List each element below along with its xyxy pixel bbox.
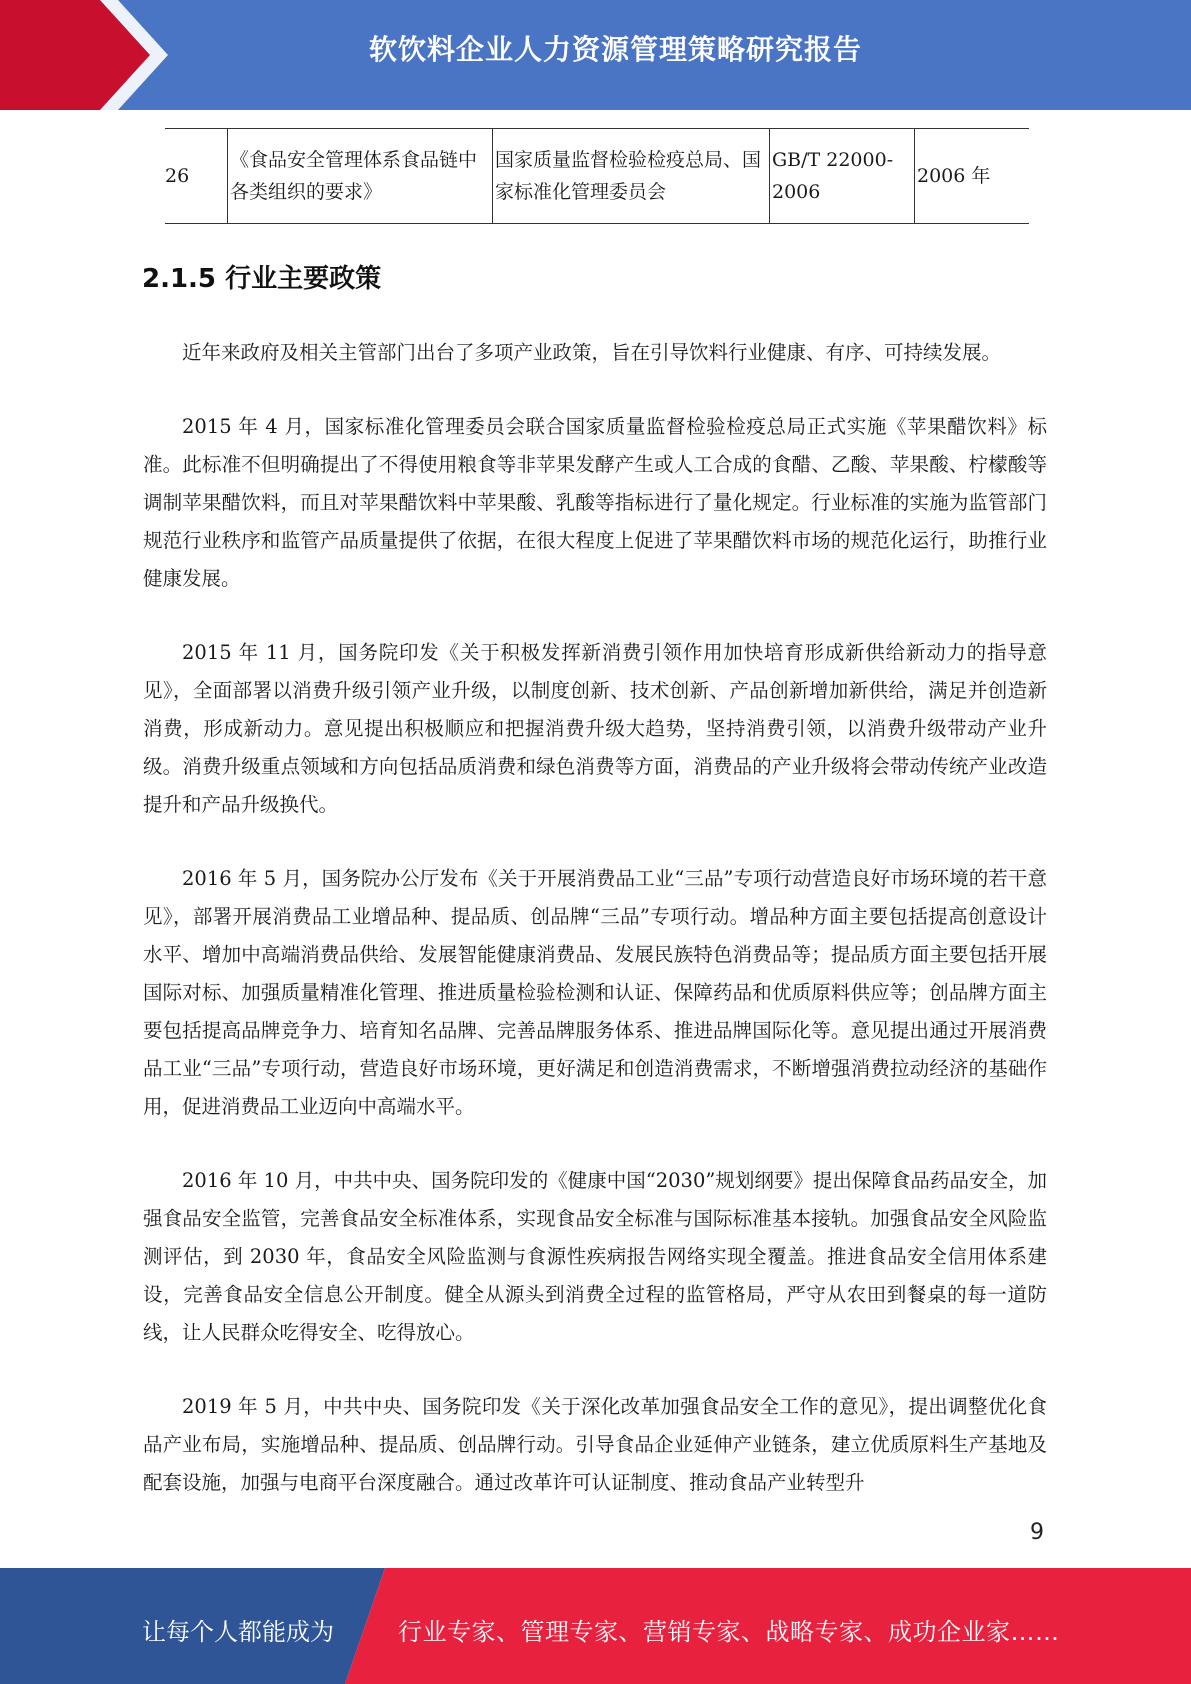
issue-year: 2006 年 — [915, 129, 1030, 224]
page-footer — [0, 1568, 1191, 1684]
standard-code: GB/T 22000-2006 — [770, 129, 915, 224]
paragraph: 2015 年 4 月，国家标准化管理委员会联合国家质量监督检验检疫总局正式实施《苹果醋饮料》标准。此标准不但明确提出了不得使用粮食等非苹果发酵产生或人工合成的食醋、乙酸、苹果酸、柠檬酸等调制苹果醋饮料，而且对苹果醋饮料中苹果酸、乳酸等指标进行了量化规定。行业标准的实施为监管部门规范行业秩序和监管产品质量提供了依据，在很大程度上促进了苹果醋饮料市场的规范化运行，助推行业健康发展。 — [143, 415, 1047, 590]
paragraph: 2016 年 10 月，中共中央、国务院印发的《健康中国“2030”规划纲要》提出保障食品药品安全，加强食品安全监管，完善食品安全标准体系，实现食品安全标准与国际标准基本接轨。加强食品安全风险监测评估，到 2030 年，食品安全风险监测与食源性疾病报告网络实现全覆盖。推进食品安全信用体系建设，完善食品安全信息公开制度。健全从源头到消费全过程的监管格局，严守从农田到餐桌的每一道防线，让人民群众吃得安全、吃得放心。 — [143, 1169, 1047, 1344]
table-row — [165, 129, 1029, 224]
paragraph: 2016 年 5 月，国务院办公厅发布《关于开展消费品工业“三品”专项行动营造良好市场环境的若干意见》，部署开展消费品工业增品种、提品质、创品牌“三品”专项行动。增品种方面主要包括提高创意设计水平、增加中高端消费品供给、发展智能健康消费品、发展民族特色消费品等；提品质方面主要包括开展国际对标、加强质量精准化管理、推进质量检验检测和认证、保障药品和优质原料供应等；创品牌方面主要包括提高品牌竞争力、培育知名品牌、完善品牌服务体系、推进品牌国际化等。意见提出通过开展消费品工业“三品”专项行动，营造良好市场环境，更好满足和创造消费需求，不断增强消费拉动经济的基础作用，促进消费品工业迈向中高端水平。 — [143, 867, 1047, 1118]
page-header — [0, 0, 1191, 110]
paragraph: 2019 年 5 月，中共中央、国务院印发《关于深化改革加强食品安全工作的意见》，提出调整优化食品产业布局，实施增品种、提品质、创品牌行动。引导食品企业延伸产业链条，建立优质原料生产基地及配套设施，加强与电商平台深度融合。通过改革许可认证制度、推动食品产业转型升 — [143, 1395, 1047, 1494]
standard-name: 《食品安全管理体系食品链中各类组织的要求》 — [228, 129, 493, 224]
footer-slogan-left: 让每个人都能成为 — [142, 1618, 334, 1646]
body-text — [143, 334, 1047, 1538]
issuing-authority: 国家质量监督检验检疫总局、国家标准化管理委员会 — [493, 129, 770, 224]
page-number: 9 — [1030, 1520, 1044, 1545]
paragraph: 2015 年 11 月，国务院印发《关于积极发挥新消费引领作用加快培育形成新供给新动力的指导意见》，全面部署以消费升级引领产业升级，以制度创新、技术创新、产品创新增加新供给，满足并创造新消费，形成新动力。意见提出积极顺应和把握消费升级大趋势，坚持消费引领，以消费升级带动产业升级。消费升级重点领域和方向包括品质消费和绿色消费等方面，消费品的产业升级将会带动传统产业改造提升和产品升级换代。 — [143, 641, 1047, 816]
standards-table — [165, 128, 1029, 224]
report-title: 软饮料企业人力资源管理策略研究报告 — [368, 33, 862, 66]
paragraph: 近年来政府及相关主管部门出台了多项产业政策，旨在引导饮料行业健康、有序、可持续发展。 — [182, 341, 1002, 364]
footer-slogan-right: 行业专家、管理专家、营销专家、战略专家、成功企业家…… — [398, 1618, 1060, 1646]
section-heading: 2.1.5 行业主要政策 — [142, 264, 382, 294]
row-number: 26 — [165, 129, 228, 224]
